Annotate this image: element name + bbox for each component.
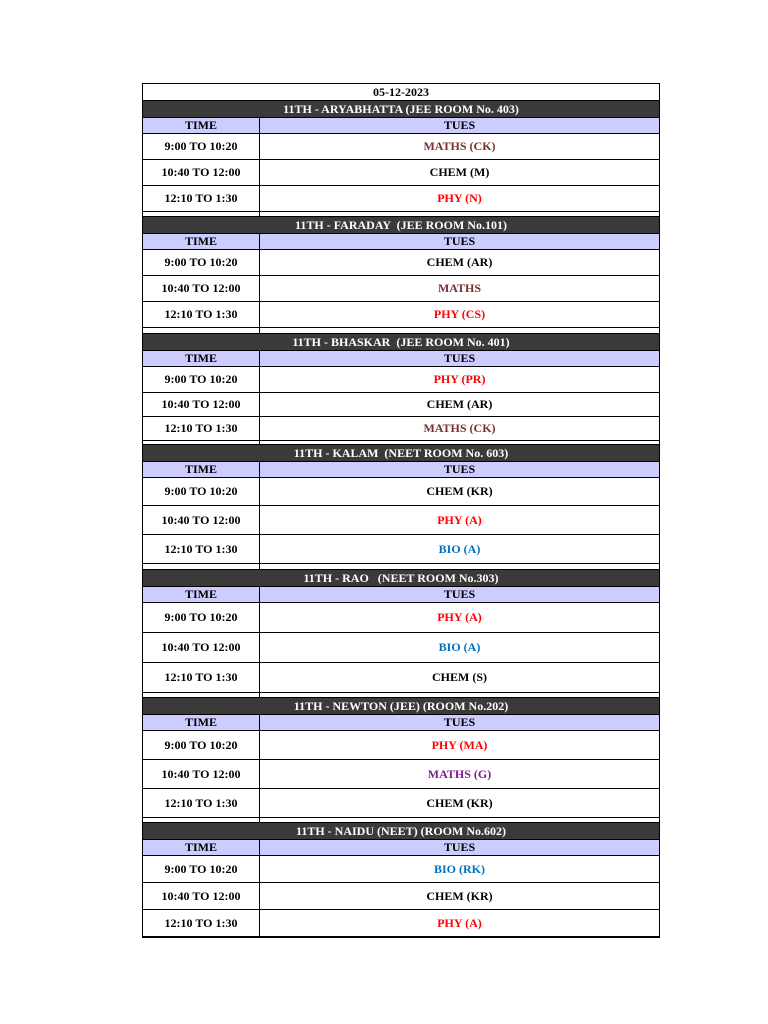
day-column-header: TUES bbox=[443, 840, 476, 854]
date-label: 05-12-2023 bbox=[373, 84, 429, 99]
day-column-header: TUES bbox=[443, 234, 476, 248]
spacer-cell bbox=[143, 441, 260, 444]
subject-cell: BIO (A) bbox=[438, 541, 481, 556]
table-row bbox=[143, 603, 659, 633]
table-row bbox=[143, 134, 659, 160]
time-slot-cell: 9:00 TO 10:20 bbox=[143, 603, 260, 632]
time-slot-cell: 9:00 TO 10:20 bbox=[143, 250, 260, 275]
time-slot-cell: 12:10 TO 1:30 bbox=[143, 186, 260, 211]
column-header-row bbox=[143, 715, 659, 731]
table-row bbox=[143, 789, 659, 818]
table-row bbox=[143, 250, 659, 276]
section-6 bbox=[143, 698, 659, 823]
time-slot-cell: 12:10 TO 1:30 bbox=[143, 910, 260, 936]
spacer-cell bbox=[143, 818, 260, 822]
table-row bbox=[143, 276, 659, 302]
sections-container bbox=[143, 101, 659, 937]
spacer-cell bbox=[143, 693, 260, 697]
table-row bbox=[143, 160, 659, 186]
subject-cell: CHEM (AR) bbox=[426, 255, 493, 269]
column-header-row bbox=[143, 587, 659, 603]
column-header-row bbox=[143, 351, 659, 367]
time-slot-cell: 12:10 TO 1:30 bbox=[143, 789, 260, 817]
table-row bbox=[143, 417, 659, 441]
section-title: 11TH - RAO (NEET ROOM No.303) bbox=[143, 570, 659, 587]
time-slot-cell: 9:00 TO 10:20 bbox=[143, 134, 260, 159]
subject-cell: PHY (CS) bbox=[433, 307, 486, 321]
table-row bbox=[143, 367, 659, 393]
section-title: 11TH - NAIDU (NEET) (ROOM No.602) bbox=[143, 823, 659, 840]
table-row bbox=[143, 633, 659, 663]
day-column-header: TUES bbox=[443, 462, 476, 476]
time-slot-cell: 12:10 TO 1:30 bbox=[143, 663, 260, 692]
day-column-header: TUES bbox=[443, 587, 476, 601]
table-row bbox=[143, 883, 659, 910]
time-column-header: TIME bbox=[143, 234, 260, 249]
section-1 bbox=[143, 101, 659, 217]
subject-cell: BIO (RK) bbox=[434, 861, 485, 876]
section-title: 11TH - KALAM (NEET ROOM No. 603) bbox=[143, 445, 659, 462]
day-column-header: TUES bbox=[443, 351, 476, 365]
subject-cell: CHEM (KR) bbox=[426, 484, 493, 498]
table-row bbox=[143, 856, 659, 883]
time-slot-cell: 10:40 TO 12:00 bbox=[143, 160, 260, 185]
day-column-header: TUES bbox=[443, 715, 476, 729]
time-column-header: TIME bbox=[143, 351, 260, 366]
time-slot-cell: 12:10 TO 1:30 bbox=[143, 302, 260, 327]
section-3 bbox=[143, 334, 659, 445]
subject-cell: CHEM (AR) bbox=[426, 397, 493, 411]
subject-cell: BIO (A) bbox=[438, 640, 481, 654]
time-slot-cell: 10:40 TO 12:00 bbox=[143, 506, 260, 534]
time-slot-cell: 10:40 TO 12:00 bbox=[143, 276, 260, 301]
spacer-cell bbox=[143, 212, 260, 216]
section-title: 11TH - FARADAY (JEE ROOM No.101) bbox=[143, 217, 659, 234]
section-title: 11TH - NEWTON (JEE) (ROOM No.202) bbox=[143, 698, 659, 715]
time-slot-cell: 10:40 TO 12:00 bbox=[143, 393, 260, 416]
time-slot-cell: 9:00 TO 10:20 bbox=[143, 731, 260, 759]
time-slot-cell: 9:00 TO 10:20 bbox=[143, 367, 260, 392]
subject-cell: MATHS (CK) bbox=[423, 421, 496, 435]
table-row bbox=[143, 302, 659, 328]
column-header-row bbox=[143, 840, 659, 856]
subject-cell: MATHS bbox=[437, 281, 482, 295]
time-slot-cell: 12:10 TO 1:30 bbox=[143, 417, 260, 440]
time-column-header: TIME bbox=[143, 840, 260, 855]
day-column-header: TUES bbox=[443, 118, 476, 132]
table-row bbox=[143, 731, 659, 760]
spacer-cell bbox=[143, 328, 260, 333]
subject-cell: CHEM (M) bbox=[429, 165, 490, 179]
section-title: 11TH - ARYABHATTA (JEE ROOM No. 403) bbox=[143, 101, 659, 118]
time-column-header: TIME bbox=[143, 462, 260, 477]
subject-cell: MATHS (G) bbox=[427, 766, 492, 781]
time-slot-cell: 9:00 TO 10:20 bbox=[143, 478, 260, 505]
time-slot-cell: 9:00 TO 10:20 bbox=[143, 856, 260, 882]
subject-cell: PHY (A) bbox=[437, 512, 482, 527]
table-row bbox=[143, 393, 659, 417]
table-row bbox=[143, 910, 659, 937]
time-slot-cell: 10:40 TO 12:00 bbox=[143, 883, 260, 909]
column-header-row bbox=[143, 118, 659, 134]
timetable bbox=[142, 83, 660, 938]
time-slot-cell: 10:40 TO 12:00 bbox=[143, 760, 260, 788]
section-title: 11TH - BHASKAR (JEE ROOM No. 401) bbox=[143, 334, 659, 351]
section-4 bbox=[143, 445, 659, 570]
table-row bbox=[143, 186, 659, 212]
subject-cell: PHY (MA) bbox=[431, 737, 488, 752]
time-column-header: TIME bbox=[143, 715, 260, 730]
subject-cell: CHEM (S) bbox=[432, 670, 487, 684]
column-header-row bbox=[143, 462, 659, 478]
table-row bbox=[143, 506, 659, 535]
subject-cell: PHY (A) bbox=[437, 915, 482, 930]
subject-cell: PHY (PR) bbox=[433, 372, 486, 386]
table-row bbox=[143, 535, 659, 564]
date-row bbox=[143, 84, 659, 101]
section-5 bbox=[143, 570, 659, 698]
subject-cell: CHEM (KR) bbox=[426, 795, 493, 810]
subject-cell: MATHS (CK) bbox=[423, 139, 496, 153]
time-slot-cell: 10:40 TO 12:00 bbox=[143, 633, 260, 662]
table-row bbox=[143, 478, 659, 506]
table-row bbox=[143, 663, 659, 693]
time-column-header: TIME bbox=[143, 587, 260, 602]
spacer-cell bbox=[143, 564, 260, 569]
subject-cell: PHY (N) bbox=[437, 191, 482, 205]
subject-cell: CHEM (KR) bbox=[426, 888, 493, 903]
section-2 bbox=[143, 217, 659, 334]
section-7 bbox=[143, 823, 659, 937]
column-header-row bbox=[143, 234, 659, 250]
time-slot-cell: 12:10 TO 1:30 bbox=[143, 535, 260, 563]
table-row bbox=[143, 760, 659, 789]
time-column-header: TIME bbox=[143, 118, 260, 133]
subject-cell: PHY (A) bbox=[437, 610, 482, 624]
